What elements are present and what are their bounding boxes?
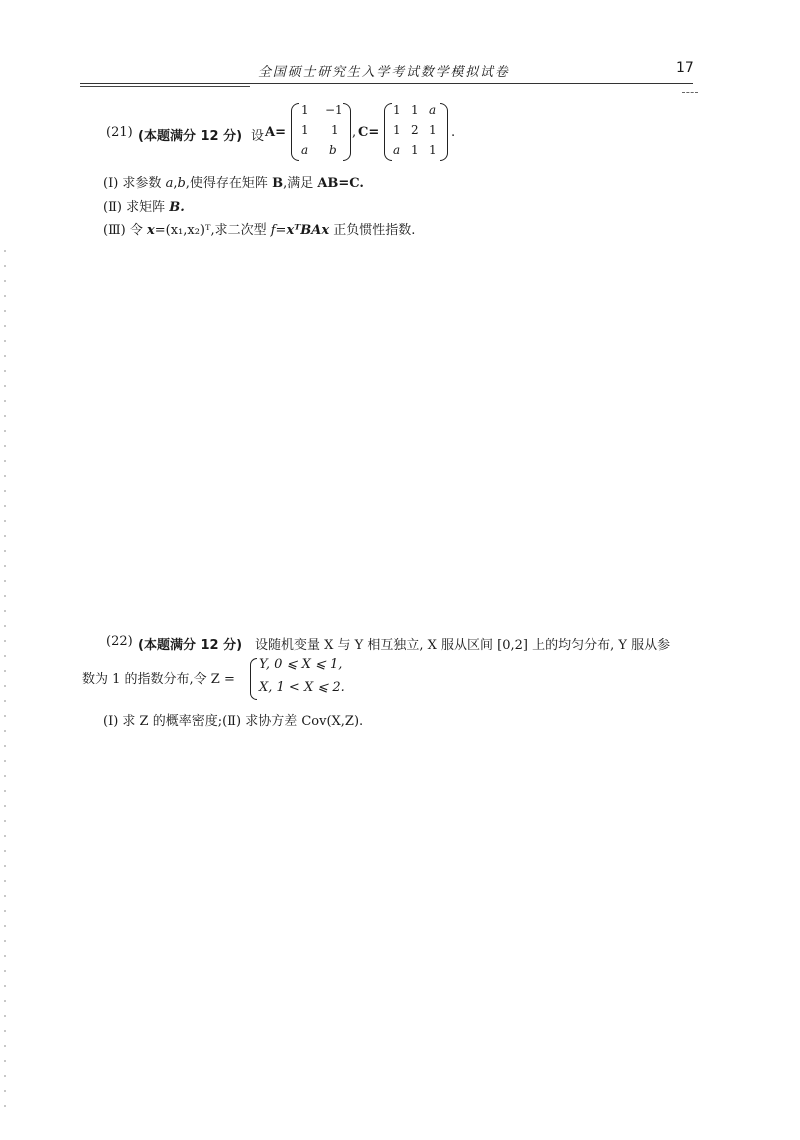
matrix-a-cell: 1	[301, 123, 309, 137]
matrix-c-right-bracket	[440, 103, 448, 161]
part-equation: AB=C.	[317, 176, 364, 191]
matrix-c-left-bracket	[384, 103, 392, 161]
part-var-f: f	[270, 223, 276, 238]
piecewise-case-1: Y, 0 ⩽ X ⩽ 1,	[259, 657, 343, 672]
part-text: 求矩阵	[126, 200, 170, 215]
q22-line-1: 设随机变量 X 与 Y 相互独立, X 服从区间 [0,2] 上的均匀分布, Y 服从参	[255, 638, 671, 653]
q21-number: (21)	[106, 125, 133, 140]
part-text: 令	[129, 223, 147, 238]
part-bold-b: B.	[169, 200, 185, 215]
part-equals: =	[275, 223, 287, 238]
matrix-c-cell: a	[429, 103, 437, 117]
header-rule-short	[80, 86, 250, 87]
q21-part-1	[103, 172, 364, 191]
q21-part-2	[103, 196, 185, 215]
q21-end: .	[451, 125, 456, 140]
part-label: (Ⅰ)	[103, 176, 119, 191]
piecewise-case-2: X, 1 < X ⩽ 2.	[259, 680, 345, 695]
page-number: 17	[676, 60, 694, 76]
matrix-c-cell: 1	[393, 123, 401, 137]
part-text: ,使得存在矩阵	[185, 176, 273, 191]
q21-a-label: A=	[265, 125, 286, 140]
part-text: 求参数	[122, 176, 166, 191]
part-text: 正负惯性指数.	[329, 223, 416, 238]
matrix-c-cell: 1	[393, 103, 401, 117]
part-bold-b: B	[272, 176, 284, 191]
scan-specks	[4, 250, 6, 1110]
q21-score: (本题满分 12 分)	[138, 129, 243, 144]
matrix-c-cell: 2	[411, 123, 419, 137]
part-label: (Ⅱ)	[103, 200, 122, 215]
part-quadratic-form: xᵀBAx	[286, 223, 330, 238]
matrix-a-right-bracket	[343, 103, 351, 161]
matrix-a-cell: a	[301, 143, 309, 157]
matrix-a	[291, 103, 351, 161]
part-var-a: a	[165, 176, 174, 191]
part-text: =(x₁,x₂)ᵀ,求二次型	[154, 223, 271, 238]
q21-intro: 设	[251, 129, 265, 144]
q22-number: (22)	[106, 634, 133, 649]
part-var-b: b	[177, 176, 186, 191]
matrix-a-cell: 1	[331, 123, 339, 137]
piecewise-brace	[250, 658, 257, 700]
matrix-c-cell: 1	[429, 123, 437, 137]
part-label: (Ⅲ)	[103, 223, 126, 238]
matrix-a-left-bracket	[291, 103, 299, 161]
matrix-c-cell: a	[393, 143, 401, 157]
q21-separator: ,	[352, 125, 357, 140]
matrix-a-cell: 1	[301, 103, 309, 117]
q21-part-3	[103, 219, 415, 238]
header-dash	[682, 92, 698, 93]
q21-c-label: C=	[358, 125, 380, 140]
matrix-a-cell: −1	[325, 103, 343, 117]
matrix-a-cell: b	[329, 143, 337, 157]
part-text: ,满足	[283, 176, 318, 191]
matrix-c-cell: 1	[429, 143, 437, 157]
header-rule	[80, 83, 693, 84]
matrix-c-cell: 1	[411, 103, 419, 117]
part-comma: ,	[173, 176, 178, 191]
q22-line-2: 数为 1 的指数分布,令 Z =	[82, 672, 235, 687]
matrix-c	[384, 103, 448, 161]
part-var-x: x	[146, 223, 155, 238]
q22-parts: (Ⅰ) 求 Z 的概率密度;(Ⅱ) 求协方差 Cov(X,Z).	[103, 714, 364, 729]
q22-score: (本题满分 12 分)	[138, 638, 243, 653]
header-title: 全国硕士研究生入学考试数学模拟试卷	[258, 65, 510, 80]
matrix-c-cell: 1	[411, 143, 419, 157]
